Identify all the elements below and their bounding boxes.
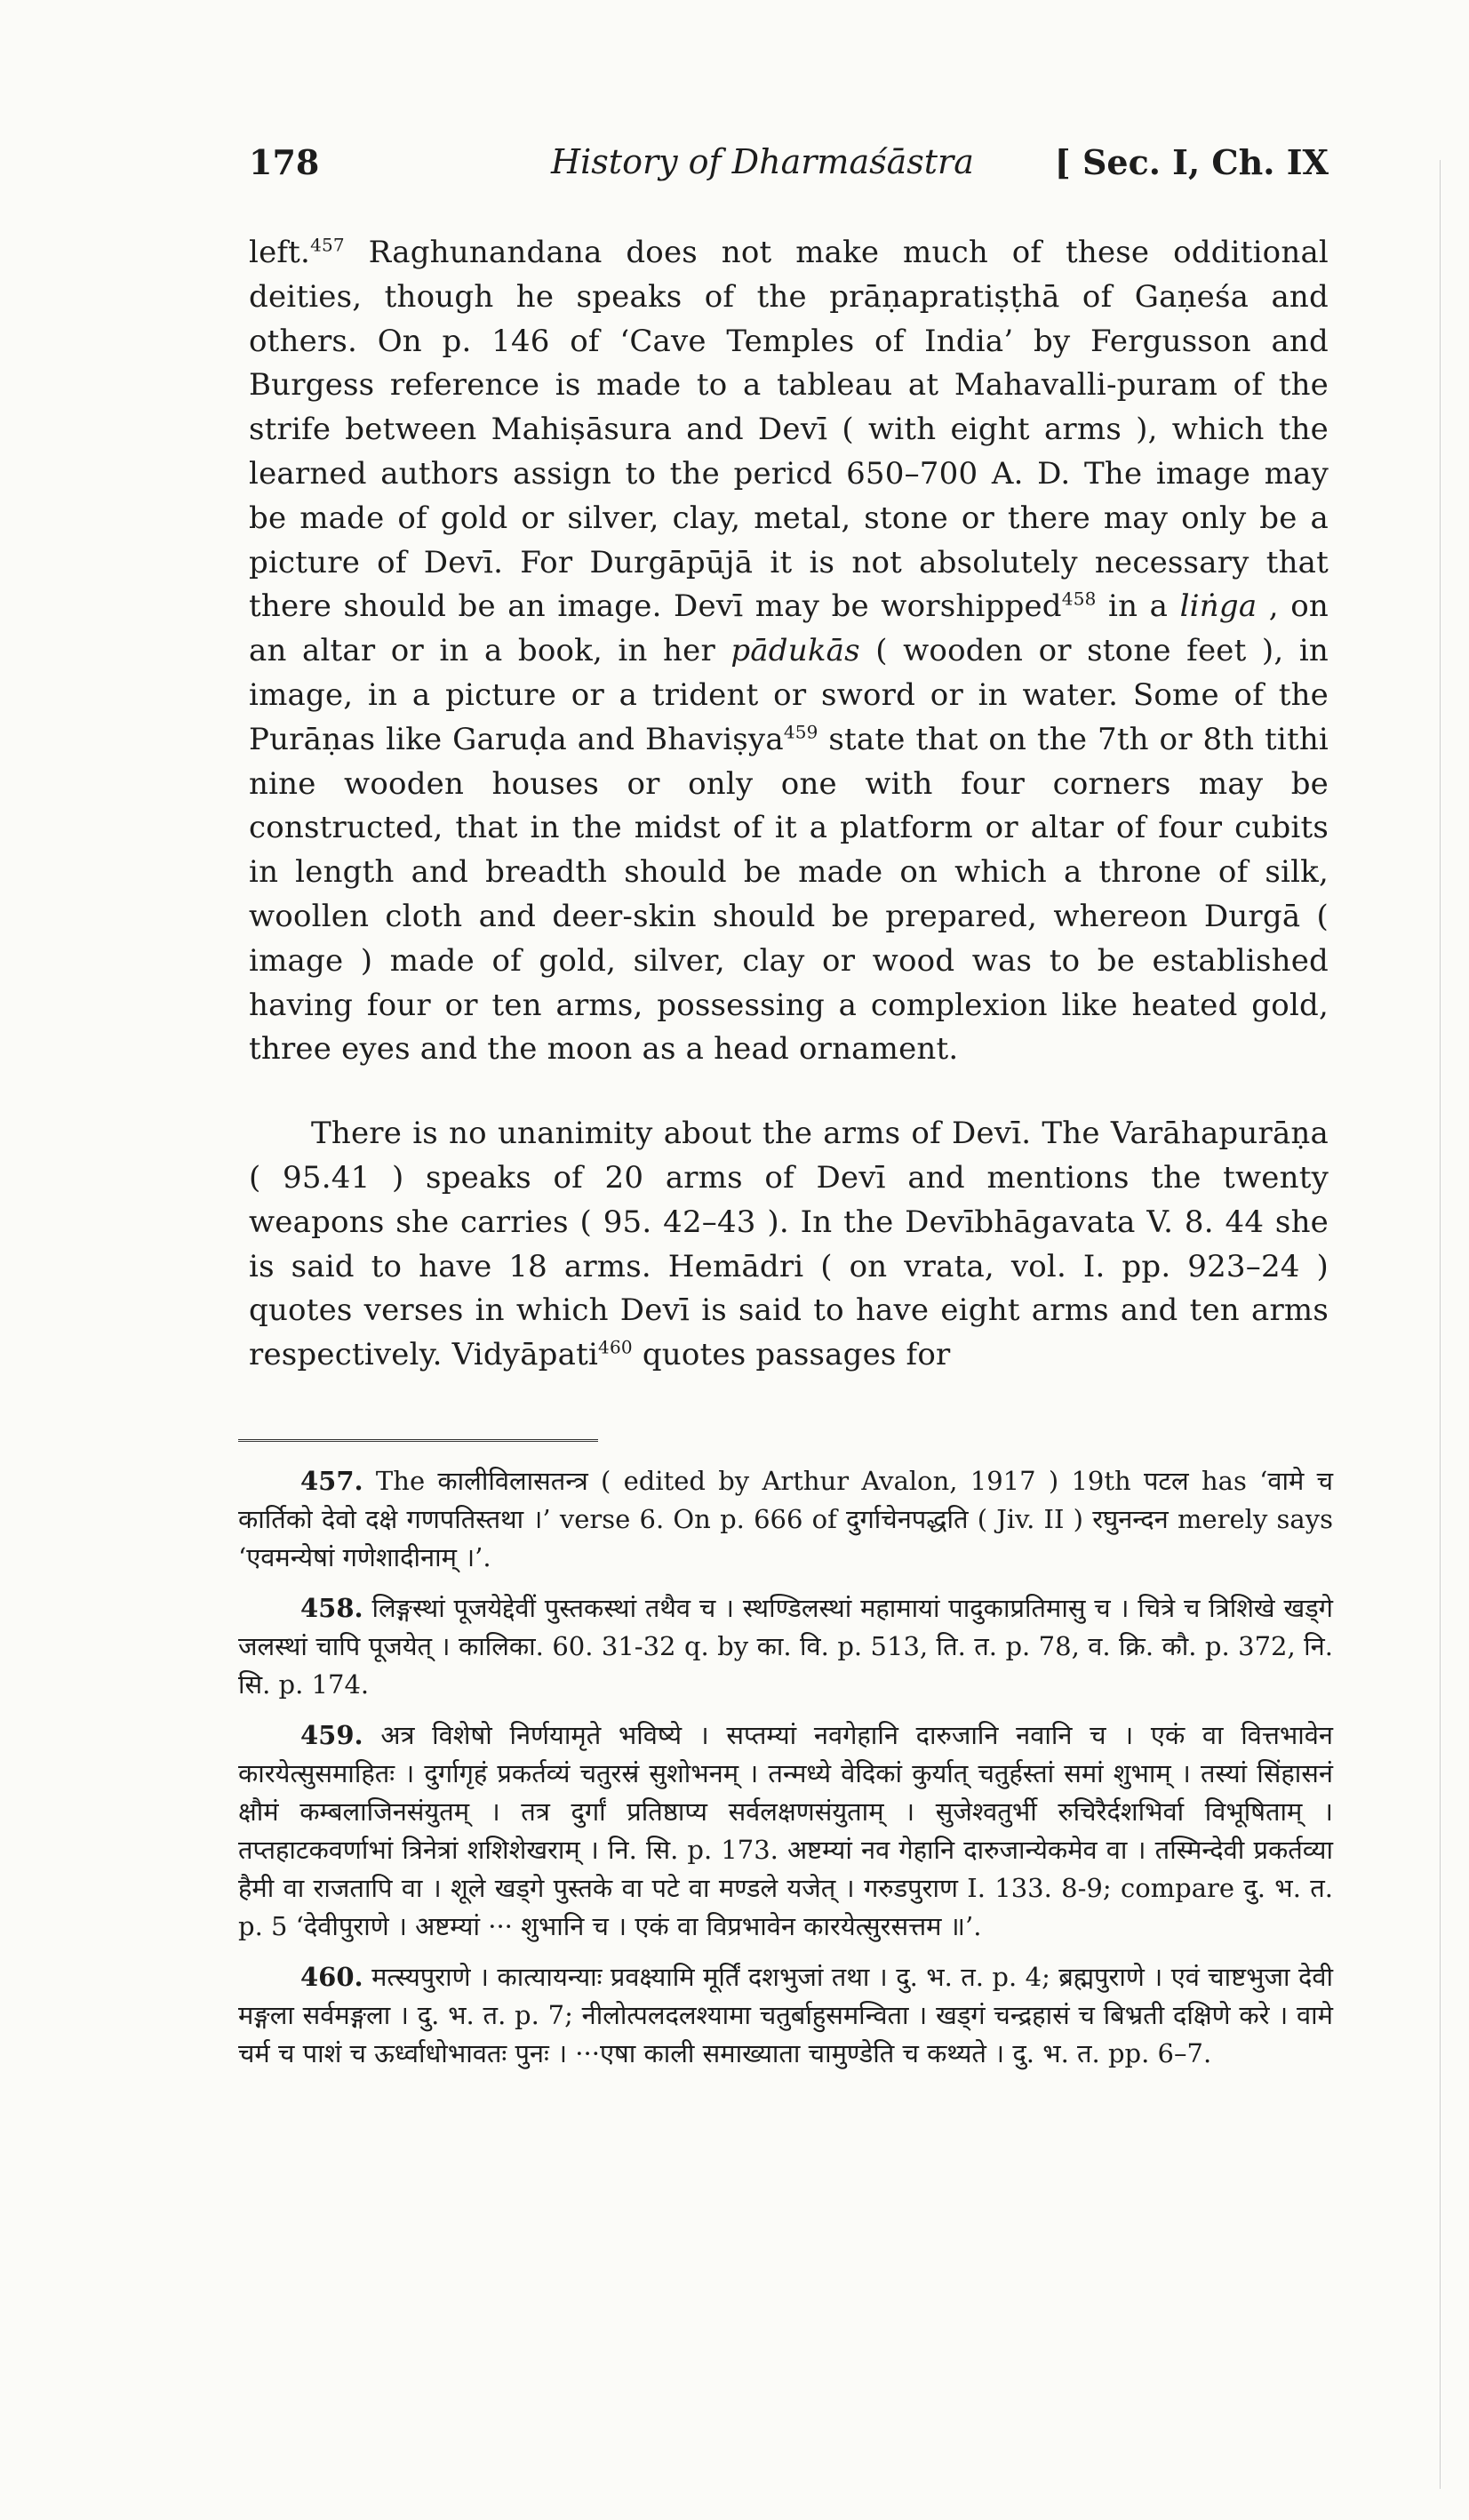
footnote-text: The कालीविलासतन्त्र ( edited by Arthur Avalon, 1917 ) 19th पटल has ‘वामे च कार्तिको देवो दक्षे गणपतिस्तथा ।’ verse 6. On p. 666 of दुर्गाचेनपद्धति ( Jiv. II ) रघुनन्दन merely says ‘एवमन्येषां गणेशादीनाम् ।’.	[238, 1466, 1333, 1572]
main-text	[249, 231, 1329, 1378]
italic-term: liṅga	[1179, 588, 1257, 625]
text-run: , on an altar or in a book, in her	[249, 588, 1329, 669]
paragraph-1	[249, 231, 1329, 1072]
footnote-459	[238, 1716, 1333, 1946]
text-run: Raghunandana does not make much of these odditional deities, though he speaks of the prāṇapratiṣṭhā of Gaṇeśa and others. On p. 146 of ‘Cave Temples of India’ by Fergusson and Burgess reference is made to a tableau at Mahavalli-puram of the strife between Mahiṣāsura and Devī ( with eight arms ), which the learned authors assign to the pericd 650–700 A. D. The image may be made of gold or silver, clay, metal, stone or there may only be a picture of Devī. For Durgāpūjā it is not absolutely necessary that there should be an image. Devī may be worshipped	[249, 235, 1329, 625]
paragraph-2	[249, 1112, 1329, 1378]
text-run: left.	[249, 235, 311, 270]
footnote-ref-458: 458	[1061, 588, 1097, 611]
footnote-divider	[238, 1439, 598, 1442]
text-run: There is no unanimity about the arms of Devī. The Varāhapurāṇa ( 95.41 ) speaks of 20 arms of Devī and mentions the twenty weapons she carries ( 95. 42–43 ). In the Devībhāgavata V. 8. 44 she is said to have 18 arms. Hemādri ( on vrata, vol. I. pp. 923–24 ) quotes verses in which Devī is said to have eight arms and ten arms respectively. Vidyāpati	[249, 1116, 1329, 1373]
footnote-text: लिङ्गस्थां पूजयेद्देवीं पुस्तकस्थां तथैव च । स्थण्डिलस्थां महामायां पादुकाप्रतिमासु च । चित्रे च त्रिशिखे खड्गे जलस्थां चापि पूजयेत् । कालिका. 60. 31-32 q. by का. वि. p. 513, ति. त. p. 78, व. क्रि. कौ. p. 372, नि. सि. p. 174.	[238, 1593, 1334, 1700]
footnote-ref-459: 459	[783, 721, 818, 743]
footnote-text: मत्स्यपुराणे । कात्यायन्याः प्रवक्ष्यामि मूर्तिं दशभुजां तथा । दु. भ. त. p. 4; ब्रह्मपुराणे । एवं चाष्टभुजा देवी मङ्गला सर्वमङ्गला । दु. भ. त. p. 7; नीलोत्पलदलश्यामा चतुर्बाहुसमन्विता । खड्गं चन्द्रहासं च बिभ्रती दक्षिणे करे । वामे चर्म च पाशं च ऊर्ध्वाधोभावतः पुनः । ···एषा काली समाख्याता चामुण्डेति च कथ्यते । दु. भ. त. pp. 6–7.	[238, 1962, 1333, 2068]
footnote-ref-457: 457	[310, 234, 345, 256]
footnote-number: 460.	[300, 1962, 363, 1992]
footnote-ref-460: 460	[598, 1336, 633, 1358]
italic-term: pādukās	[731, 633, 860, 669]
footnote-460	[238, 1958, 1333, 2073]
section-label: [ Sec. I, Ch. IX	[1054, 142, 1329, 182]
text-run: ( wooden or stone feet ), in image, in a picture or a trident or sword or in water. Some of the Purāṇas like Garuḍa and Bhaviṣya	[249, 633, 1329, 757]
footnote-number: 459.	[300, 1720, 363, 1750]
text-run: quotes passages for	[632, 1337, 951, 1373]
running-title: History of Dharmaśāstra	[551, 142, 974, 181]
footnote-number: 457.	[300, 1466, 363, 1496]
page-number: 178	[249, 142, 320, 182]
running-header	[249, 142, 1329, 196]
footnotes	[238, 1462, 1333, 2085]
footnote-number: 458.	[300, 1593, 363, 1623]
text-run: state that on the 7th or 8th tithi nine wooden houses or only one with four corners may be constructed, that in the midst of it a platform or altar of four cubits in length and breadth should be made on which a throne of silk, woollen cloth and deer-skin should be prepared, whereon Durgā ( image ) made of gold, silver, clay or wood was to be established having four or ten arms, possessing a complexion like heated gold, three eyes and the moon as a head ornament.	[249, 721, 1329, 1068]
scan-edge-line	[1440, 160, 1441, 2489]
footnote-457	[238, 1462, 1333, 1577]
text-run: in a	[1096, 588, 1180, 625]
footnote-458	[238, 1589, 1333, 1704]
footnote-text: अत्र विशेषो निर्णयामृते भविष्ये । सप्तम्यां नवगेहानि दारुजानि नवानि च । एकं वा वित्तभावेन कारयेत्सुसमाहितः । दुर्गागृहं प्रकर्तव्यं चतुरस्रं सुशोभनम् । तन्मध्ये वेदिकां कुर्यात् चतुर्हस्तां समां शुभाम् । तस्यां सिंहासनं क्षौमं कम्बलाजिनसंयुतम् । तत्र दुर्गां प्रतिष्ठाप्य सर्वलक्षणसंयुताम् । सुजेश्वतुर्भी रुचिरैर्दशभिर्वा विभूषिताम् । तप्तहाटकवर्णाभां त्रिनेत्रां शशिशेखराम् । नि. सि. p. 173. अष्टम्यां नव गेहानि दारुजान्येकमेव वा । तस्मिन्देवी प्रकर्तव्या हैमी वा राजतापि वा । शूले खड्गे पुस्तके वा पटे वा मण्डले यजेत् । गरुडपुराण I. 133. 8-9; compare दु. भ. त. p. 5 ‘देवीपुराणे । अष्टम्यां ··· शुभानि च । एकं वा विप्रभावेन कारयेत्सुरसत्तम ॥’.	[238, 1720, 1333, 1941]
